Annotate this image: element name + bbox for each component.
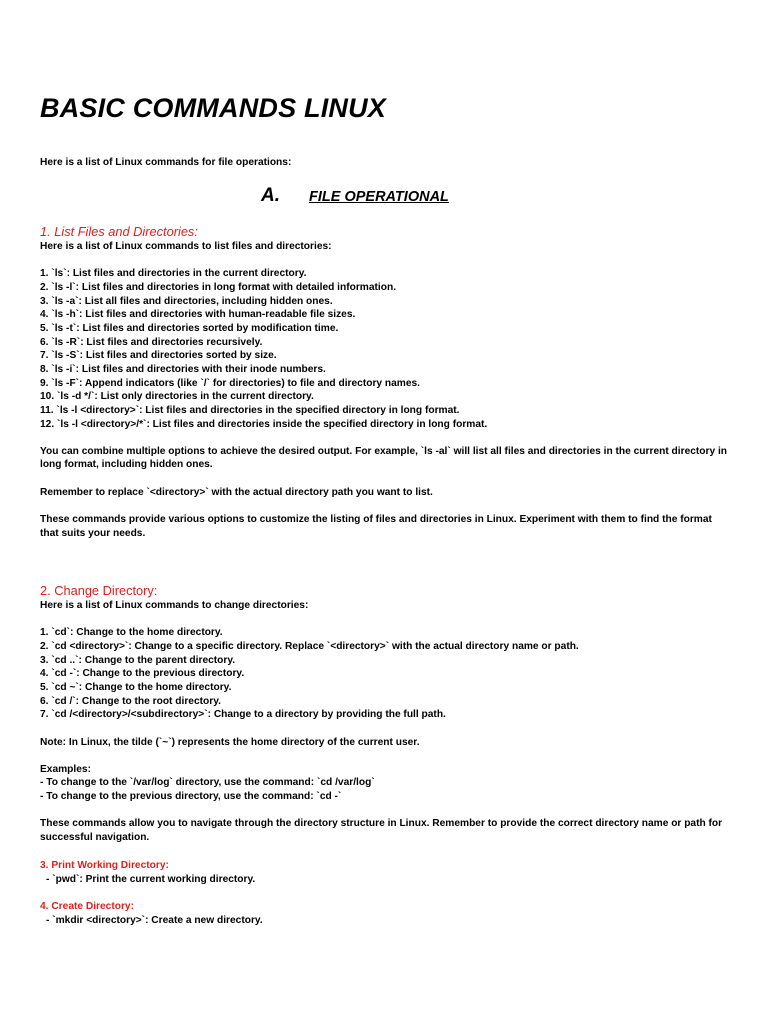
list-item: 7. `ls -S`: List files and directories sorted by size.: [40, 350, 277, 362]
list-item: 10. `ls -d */`: List only directories in the current directory.: [40, 391, 314, 403]
change-directory-section: [40, 583, 730, 845]
create-directory-heading: 4. Create Directory:: [40, 901, 134, 912]
change-directory-closing: These commands allow you to navigate through the directory structure in Linux. Remember to provide the correct directory name or path for successful navigation.: [40, 818, 723, 844]
list-item: 2. `cd <directory>`: Change to a specific directory. Replace `<directory>` with the actual directory name or path.: [40, 640, 579, 652]
spacer: [40, 254, 730, 268]
list-item: 1. `ls`: List files and directories in the current directory.: [40, 268, 307, 280]
change-directory-heading: 2. Change Directory:: [40, 583, 158, 598]
list-files-heading: 1. List Files and Directories:: [40, 224, 198, 239]
list-item: 4. `cd -`: Change to the previous directory.: [40, 668, 245, 680]
change-directory-intro: Here is a list of Linux commands to change directories:: [40, 600, 309, 611]
list-files-paragraph: You can combine multiple options to achieve the desired output. For example, `ls -al` will list all files and directories in the current directory in long format, including hidden ones.: [40, 445, 728, 471]
list-files-intro: Here is a list of Linux commands to list files and directories:: [40, 241, 332, 252]
spacer: [40, 722, 730, 736]
change-directory-note: Note: In Linux, the tilde (`~`) represents the home directory of the current user.: [40, 736, 420, 748]
document-intro: Here is a list of Linux commands for file operations:: [40, 157, 292, 168]
section-heading: [261, 185, 449, 207]
document-title: BASIC COMMANDS LINUX: [40, 93, 386, 123]
spacer: [40, 499, 730, 513]
list-item: 4. `ls -h`: List files and directories with human-readable file sizes.: [40, 309, 356, 321]
list-item: 1. `cd`: Change to the home directory.: [40, 627, 223, 639]
print-working-directory-section: [40, 859, 730, 886]
print-working-directory-heading: 3. Print Working Directory:: [40, 860, 169, 871]
section-letter: A.: [261, 185, 280, 206]
section-title: FILE OPERATIONAL: [309, 189, 449, 205]
list-item: 11. `ls -l <directory>`: List files and directories in the specified directory in long format.: [40, 404, 460, 416]
spacer: [40, 613, 730, 627]
list-item: 2. `ls -l`: List files and directories in long format with detailed information.: [40, 281, 397, 293]
list-item: 12. `ls -l <directory>/*`: List files and directories inside the specified directory in long format.: [40, 418, 488, 430]
list-item: 9. `ls -F`: Append indicators (like `/` for directories) to file and directory names.: [40, 377, 421, 389]
list-files-paragraph: These commands provide various options to customize the listing of files and directories in Linux. Experiment with them to find the format that suits your needs.: [40, 514, 712, 539]
list-item: - `mkdir <directory>`: Create a new directory.: [46, 914, 263, 926]
list-item: 3. `ls -a`: List all files and directories, including hidden ones.: [40, 295, 333, 307]
list-item: 7. `cd /<directory>/<subdirectory>`: Change to a directory by providing the full path.: [40, 709, 446, 721]
list-item: 5. `cd ~`: Change to the home directory.: [40, 681, 232, 693]
list-item: 6. `cd /`: Change to the root directory.: [40, 695, 221, 707]
example-item: - To change to the `/var/log` directory, use the command: `cd /var/log`: [40, 777, 375, 789]
spacer: [40, 472, 730, 486]
spacer: [40, 749, 730, 763]
list-item: 6. `ls -R`: List files and directories recursively.: [40, 336, 263, 348]
create-directory-section: [40, 900, 730, 927]
spacer: [40, 431, 730, 445]
list-item: 8. `ls -i`: List files and directories with their inode numbers.: [40, 363, 326, 375]
spacer: [40, 804, 730, 818]
example-item: - To change to the previous directory, use the command: `cd -`: [40, 791, 342, 803]
list-item: - `pwd`: Print the current working directory.: [46, 873, 256, 885]
examples-label: Examples:: [40, 763, 91, 775]
list-item: 5. `ls -t`: List files and directories sorted by modification time.: [40, 322, 339, 334]
list-item: 3. `cd ..`: Change to the parent directory.: [40, 654, 236, 666]
list-files-paragraph: Remember to replace `<directory>` with the actual directory path you want to list.: [40, 486, 433, 498]
list-files-section: [40, 224, 730, 540]
